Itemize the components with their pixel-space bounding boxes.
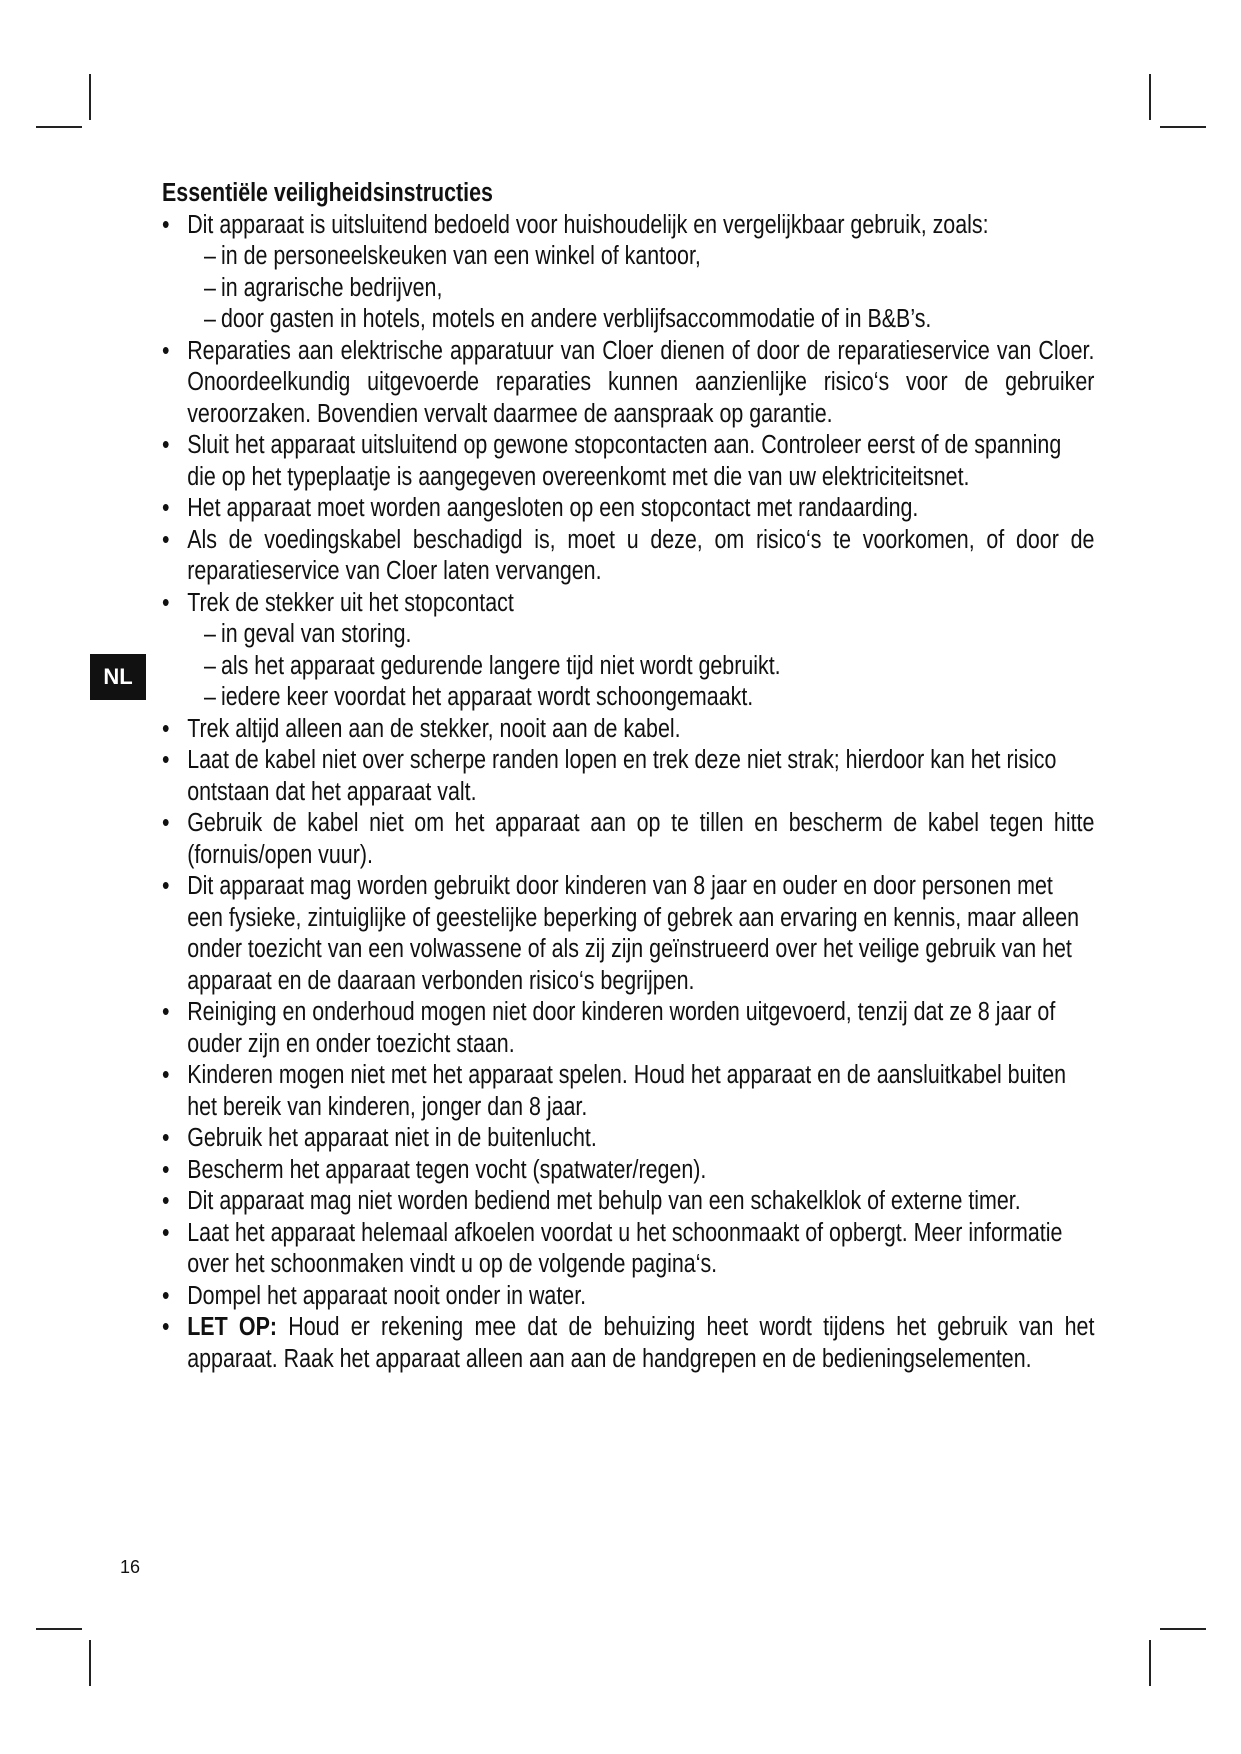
list-item-text: Dit apparaat mag worden gebruikt door kinderen van 8 jaar en ouder en door personen met een fysieke, zintuiglijke of geestelijke beperking of gebrek aan ervaring en kennis, maar alleen onder toezicht van een volwassene of als zij zijn geïnstrueerd over het veilige gebruik van het apparaat en de daaraan verbonden risico‘s begrijpen. <box>187 872 1080 995</box>
crop-mark-top-right-horizontal <box>1160 126 1206 128</box>
bullet-icon: • <box>162 1187 170 1215</box>
list-item <box>162 588 1094 714</box>
list-item <box>162 1123 1094 1155</box>
dash-icon: – <box>204 651 216 680</box>
list-item-text: Laat de kabel niet over scherpe randen lopen en trek deze niet strak; hierdoor kan het risico ontstaan dat het apparaat valt. <box>187 746 1057 806</box>
bullet-icon: • <box>162 210 170 239</box>
page-number: 16 <box>120 1557 141 1577</box>
bullet-icon: • <box>162 1313 170 1341</box>
language-tab <box>90 654 146 700</box>
list-item-text: Laat het apparaat helemaal afkoelen voordat u het schoonmaakt of opbergt. Meer informatie over het schoonmaken vindt u op de volgende pagina‘s. <box>187 1218 1063 1278</box>
bullet-icon: • <box>162 746 170 774</box>
list-item <box>162 1218 1094 1281</box>
bullet-icon: • <box>162 1124 170 1152</box>
bullet-icon: • <box>162 1218 170 1247</box>
dash-icon: – <box>204 242 216 270</box>
sub-list-item-text: door gasten in hotels, motels en andere verblijfsaccommodatie of in B&B’s. <box>220 305 932 333</box>
list-item-text: Dit apparaat is uitsluitend bedoeld voor huishoudelijk en vergelijkbaar gebruik, zoals: <box>187 210 989 239</box>
bullet-icon: • <box>162 431 170 459</box>
dash-icon: – <box>204 273 216 302</box>
sub-list-item-text: in de personeelskeuken van een winkel of kantoor, <box>220 242 701 270</box>
bullet-icon: • <box>162 714 170 743</box>
section-heading: Essentiële veiligheidsinstructies <box>162 179 493 207</box>
bullet-icon: • <box>162 998 170 1026</box>
sub-list-item <box>187 651 1094 683</box>
list-item <box>162 336 1094 431</box>
list-item-text: Reiniging en onderhoud mogen niet door kinderen worden uitgevoerd, tenzij dat ze 8 jaar of ouder zijn en onder toezicht staan. <box>187 998 1056 1058</box>
list-item-text: Gebruik het apparaat niet in de buitenlucht. <box>187 1124 597 1152</box>
bullet-icon: • <box>162 872 170 900</box>
list-item <box>162 430 1094 493</box>
list-item <box>162 525 1094 588</box>
bullet-icon: • <box>162 1281 170 1310</box>
bullet-icon: • <box>162 1061 170 1089</box>
crop-mark-bottom-left-vertical <box>89 1640 91 1686</box>
bullet-icon: • <box>162 1155 170 1184</box>
list-item-text: Gebruik de kabel niet om het apparaat aan op te tillen en bescherm de kabel tegen hitte (fornuis/open vuur). <box>187 809 1095 869</box>
list-item <box>162 714 1094 746</box>
sub-list-item-text: iedere keer voordat het apparaat wordt schoongemaakt. <box>220 683 754 711</box>
list-item-text: Dompel het apparaat nooit onder in water. <box>187 1281 587 1310</box>
crop-mark-bottom-right-vertical <box>1149 1640 1151 1686</box>
crop-mark-bottom-left-horizontal <box>36 1628 82 1630</box>
list-item-text: Reparaties aan elektrische apparatuur van Cloer dienen of door de reparatieservice van Cloer. Onoordeelkundig uitgevoerde reparaties kunnen aanzienlijke risico‘s voor de gebruiker veroorzaken. Bovendien vervalt daarmee de aanspraak op garantie. <box>187 336 1095 428</box>
list-item-text: Als de voedingskabel beschadigd is, moet u deze, om risico‘s te voorkomen, of door de reparatieservice van Cloer laten vervangen. <box>187 525 1095 585</box>
list-item-text: Bescherm het apparaat tegen vocht (spatwater/regen). <box>187 1155 707 1184</box>
list-item <box>162 493 1094 525</box>
sub-list-item <box>187 682 1094 714</box>
list-item-text: Dit apparaat mag niet worden bediend met behulp van een schakelklok of externe timer. <box>187 1187 1021 1215</box>
crop-mark-bottom-right-horizontal <box>1160 1628 1206 1630</box>
list-item-text: Sluit het apparaat uitsluitend op gewone stopcontacten aan. Controleer eerst of de spanning die op het typeplaatje is aangegeven overeenkomt met die van uw elektriciteitsnet. <box>187 431 1062 491</box>
dash-icon: – <box>204 683 216 711</box>
list-item-text: Houd er rekening mee dat de behuizing heet wordt tijdens het gebruik van het apparaat. Raak het apparaat alleen aan aan de handgrepen en de bedieningselementen. <box>187 1313 1095 1373</box>
sub-list-item <box>187 273 1094 305</box>
bullet-icon: • <box>162 494 170 522</box>
sub-list-item-text: in geval van storing. <box>220 620 412 648</box>
list-item-text: Trek de stekker uit het stopcontact <box>187 588 514 617</box>
list-item <box>162 997 1094 1060</box>
sub-list-item <box>187 304 1094 336</box>
sub-list-item-text: als het apparaat gedurende langere tijd niet wordt gebruikt. <box>220 651 781 680</box>
list-item <box>162 1312 1094 1375</box>
sub-list-item <box>187 241 1094 273</box>
crop-mark-top-left-vertical <box>89 74 91 120</box>
list-item <box>162 745 1094 808</box>
bullet-icon: • <box>162 525 170 554</box>
list-item <box>162 1186 1094 1218</box>
sub-list <box>187 241 1094 336</box>
warning-label: LET OP: <box>187 1313 278 1341</box>
sub-list <box>187 619 1094 714</box>
list-item <box>162 210 1094 336</box>
safety-instructions <box>162 178 1095 1375</box>
crop-mark-top-right-vertical <box>1149 74 1151 120</box>
sub-list-item <box>187 619 1094 651</box>
bullet-icon: • <box>162 809 170 837</box>
list-item <box>162 1281 1094 1313</box>
list-item-text: Trek altijd alleen aan de stekker, nooit aan de kabel. <box>187 714 681 743</box>
list-item <box>162 1155 1094 1187</box>
language-tab-label: NL <box>103 664 133 689</box>
instruction-list <box>162 210 1095 1376</box>
sub-list-item-text: in agrarische bedrijven, <box>220 273 443 302</box>
list-item <box>162 1060 1094 1123</box>
bullet-icon: • <box>162 336 170 365</box>
dash-icon: – <box>204 620 216 648</box>
crop-mark-top-left-horizontal <box>36 126 82 128</box>
list-item-text: Het apparaat moet worden aangesloten op een stopcontact met randaarding. <box>187 494 919 522</box>
list-item-text: Kinderen mogen niet met het apparaat spelen. Houd het apparaat en de aansluitkabel buiten het bereik van kinderen, jonger dan 8 jaar. <box>187 1061 1067 1121</box>
bullet-icon: • <box>162 588 170 617</box>
dash-icon: – <box>204 305 216 333</box>
list-item <box>162 871 1094 997</box>
list-item <box>162 808 1094 871</box>
